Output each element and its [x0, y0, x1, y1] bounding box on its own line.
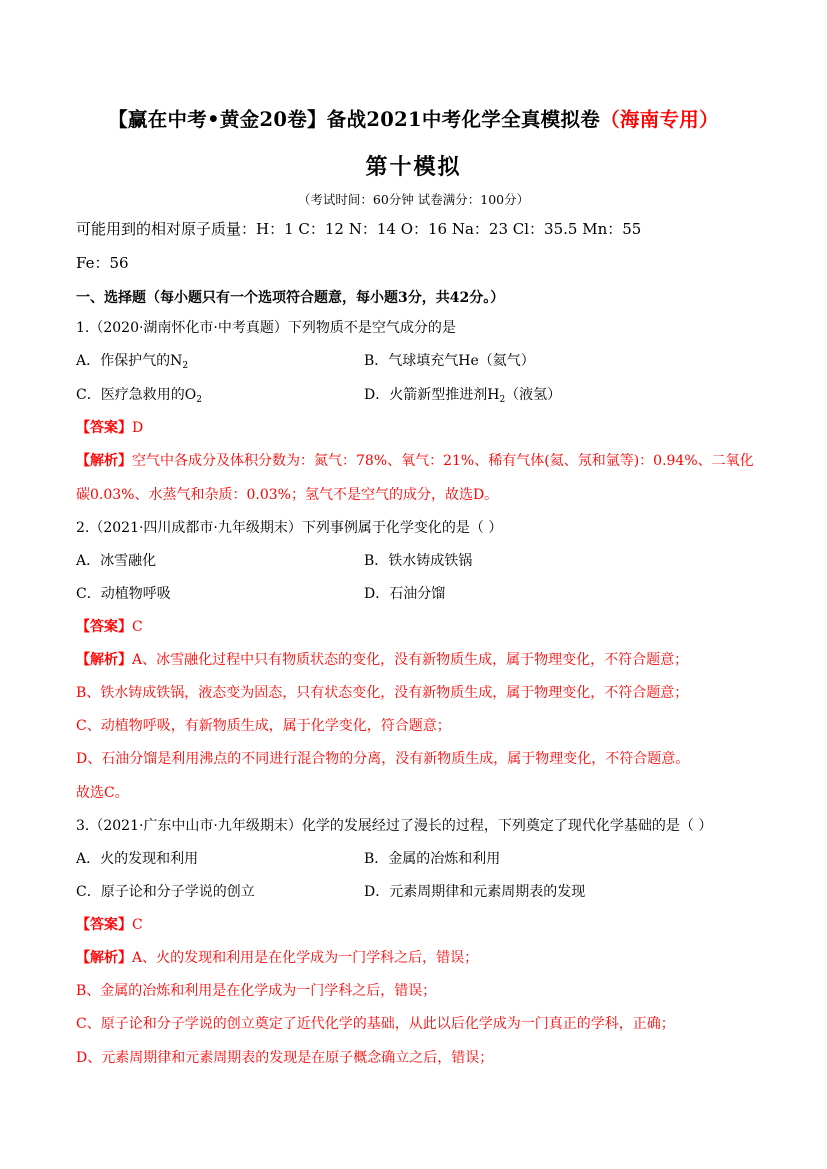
exam-title-main: 【赢在中考•黄金20卷】备战2021中考化学全真模拟卷	[108, 108, 601, 131]
q1-analysis-1	[76, 451, 754, 471]
q1-analysis-tag: 【解析】	[76, 453, 132, 469]
exam-info: （考试时间：60分钟 试卷满分：100分）	[297, 192, 530, 207]
q1-analysis-text-1: 空气中各成分及体积分数为：氮气：78%、氧气：21%、稀有气体(氦、氖和氩等)：0.94%、二氧化	[132, 453, 754, 469]
q1-option-a-text: A．作保护气的N	[76, 353, 183, 369]
q1-answer	[76, 418, 143, 438]
exam-subtitle: 第十模拟	[365, 154, 462, 180]
q1-option-c	[76, 385, 202, 410]
q1-analysis-2: 碳0.03%、水蒸气和杂质：0.03%；氢气不是空气的成分，故选D。	[76, 487, 499, 503]
q3-analysis-tag: 【解析】	[76, 950, 132, 966]
q1-option-d-text: D．火箭新型推进剂H	[364, 387, 500, 403]
q3-analysis-1	[76, 948, 478, 968]
q3-option-c: C．原子论和分子学说的创立	[76, 884, 255, 900]
q1-option-d	[364, 385, 561, 410]
q2-analysis-text-1: A、冰雪融化过程中只有物质状态的变化，没有新物质生成，属于物理变化，不符合题意；	[132, 652, 689, 668]
q2-analysis-3: C、动植物呼吸，有新物质生成，属于化学变化，符合题意；	[76, 718, 451, 734]
q1-option-a	[76, 351, 188, 376]
q3-option-a: A．火的发现和利用	[76, 851, 199, 867]
q2-analysis-1	[76, 650, 688, 670]
q2-conclusion: 故选C。	[76, 785, 129, 801]
q1-option-c-sub: 2	[196, 395, 202, 405]
q2-analysis-4: D、石油分馏是利用沸点的不同进行混合物的分离，没有新物质生成，属于物理变化，不符合题意。	[76, 751, 690, 767]
q1-answer-tag: 【答案】	[76, 420, 132, 436]
q3-stem: 3.（2021·广东中山市·九年级期末）化学的发展经过了漫长的过程，下列奠定了现代化学基础的是（ ）	[76, 818, 713, 834]
q2-stem: 2.（2021·四川成都市·九年级期末）下列事例属于化学变化的是（ ）	[76, 520, 503, 536]
q2-analysis-2: B、铁水铸成铁锅，液态变为固态，只有状态变化，没有新物质生成，属于物理变化，不符合题意；	[76, 685, 689, 701]
q1-answer-value: D	[132, 420, 144, 436]
q1-option-c-text: C．医疗急救用的O	[76, 387, 197, 403]
q1-option-b: B．气球填充气He（氦气）	[364, 353, 535, 369]
atomic-mass-line-2: Fe：56	[76, 254, 129, 272]
q2-option-a: A．冰雪融化	[76, 553, 157, 569]
q1-stem: 1.（2020·湖南怀化市·中考真题）下列物质不是空气成分的是	[76, 320, 456, 336]
q3-answer-value: C	[132, 917, 143, 933]
section-heading: 一、选择题（每小题只有一个选项符合题意，每小题3分，共42分。）	[76, 290, 505, 306]
q2-analysis-tag: 【解析】	[76, 652, 132, 668]
q3-analysis-text-1: A、火的发现和利用是在化学成为一门学科之后，错误；	[132, 950, 479, 966]
q3-option-d: D．元素周期律和元素周期表的发现	[364, 884, 586, 900]
exam-title	[0, 104, 827, 132]
q3-option-b: B．金属的冶炼和利用	[364, 851, 501, 867]
q3-analysis-4: D、元素周期律和元素周期表的发现是在原子概念确立之后，错误；	[76, 1050, 494, 1066]
q3-answer-tag: 【答案】	[76, 917, 132, 933]
exam-title-region: （海南专用）	[600, 108, 719, 131]
q2-answer-value: C	[132, 619, 143, 635]
q3-answer	[76, 915, 143, 935]
q1-option-a-sub: 2	[182, 361, 189, 371]
q2-option-b: B．铁水铸成铁锅	[364, 553, 473, 569]
q2-answer-tag: 【答案】	[76, 619, 132, 635]
q1-option-d-sub: 2	[499, 395, 506, 405]
q2-option-c: C．动植物呼吸	[76, 586, 171, 602]
atomic-mass-line-1: 可能用到的相对原子质量：H：1 C：12 N：14 O：16 Na：23 Cl：35.5 Mn：55	[76, 220, 642, 238]
q2-option-d: D．石油分馏	[364, 586, 446, 602]
q1-option-d-tail: （液氢）	[505, 387, 562, 403]
q2-answer	[76, 617, 143, 637]
q3-analysis-3: C、原子论和分子学说的创立奠定了近代化学的基础，从此以后化学成为一门真正的学科，正确；	[76, 1016, 675, 1032]
q3-analysis-2: B、金属的冶炼和利用是在化学成为一门学科之后，错误；	[76, 983, 437, 999]
